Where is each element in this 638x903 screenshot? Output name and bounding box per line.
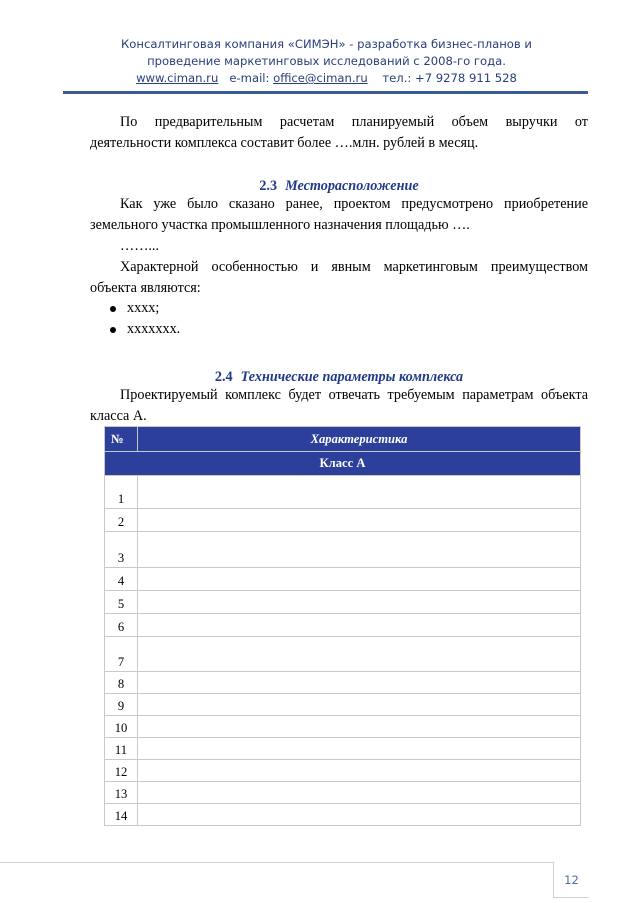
- document-header: [95, 36, 558, 87]
- list-item-text: хххх;: [127, 300, 160, 316]
- row-value: [138, 738, 581, 760]
- header-tagline: проведение маркетинговых исследований с 2008-го года.: [147, 54, 506, 68]
- table-row: [105, 568, 581, 591]
- row-number: 3: [105, 532, 138, 568]
- row-number: 9: [105, 694, 138, 716]
- row-value: [138, 637, 581, 672]
- table-row: [105, 532, 581, 568]
- row-value: [138, 694, 581, 716]
- row-number: 2: [105, 509, 138, 532]
- email-label: e-mail:: [229, 71, 270, 85]
- table-row: [105, 716, 581, 738]
- placeholder-text: ……...: [120, 238, 160, 254]
- row-number: 14: [105, 804, 138, 826]
- page-number: 12: [553, 862, 589, 898]
- row-number: 13: [105, 782, 138, 804]
- list-item-text: ххххххх.: [127, 321, 181, 337]
- list-item: [110, 298, 180, 319]
- table-row: [105, 804, 581, 826]
- row-number: 8: [105, 672, 138, 694]
- bullet-icon: [110, 306, 116, 312]
- bullet-icon: [110, 327, 116, 333]
- row-value: [138, 476, 581, 509]
- row-value: [138, 532, 581, 568]
- table-row: [105, 694, 581, 716]
- row-number: 1: [105, 476, 138, 509]
- row-number: 11: [105, 738, 138, 760]
- section-number: 2.4: [214, 369, 233, 385]
- table-row: [105, 782, 581, 804]
- table-row: [105, 614, 581, 637]
- table-row: [105, 509, 581, 532]
- row-value: [138, 672, 581, 694]
- row-value: [138, 509, 581, 532]
- section-heading-2-4: [90, 369, 588, 386]
- website-link[interactable]: www.ciman.ru: [136, 71, 219, 85]
- table-row: [105, 672, 581, 694]
- table-row: [105, 760, 581, 782]
- column-header-characteristic: Характеристика: [138, 427, 581, 452]
- header-contacts: [95, 70, 558, 87]
- row-value: [138, 782, 581, 804]
- column-header-number: №: [105, 427, 138, 452]
- row-value: [138, 614, 581, 637]
- row-value: [138, 568, 581, 591]
- section-heading-2-3: [90, 178, 588, 195]
- location-paragraph: Как уже было сказано ранее, проектом предусмотрено приобретение земельного участка промышленного назначения площадью ….: [90, 196, 588, 233]
- email-link[interactable]: office@ciman.ru: [273, 71, 368, 85]
- phone-text: тел.: +7 9278 911 528: [382, 71, 517, 85]
- footer-divider: [0, 862, 553, 863]
- section-number: 2.3: [259, 178, 278, 194]
- class-a-subheader: Класс А: [105, 452, 581, 476]
- parameters-paragraph: Проектируемый комплекс будет отвечать требуемым параметрам объекта класса А.: [90, 387, 588, 424]
- section-title: Технические параметры комплекса: [240, 369, 464, 385]
- advantages-list: [110, 298, 180, 340]
- table-row: [105, 738, 581, 760]
- row-value: [138, 716, 581, 738]
- revenue-paragraph: По предварительным расчетам планируемый объем выручки от деятельности комплекса составит более ….млн. рублей в месяц.: [90, 114, 588, 151]
- row-number: 5: [105, 591, 138, 614]
- row-number: 10: [105, 716, 138, 738]
- parameters-table: [104, 426, 581, 826]
- section-title: Месторасположение: [285, 178, 419, 194]
- row-value: [138, 804, 581, 826]
- row-number: 6: [105, 614, 138, 637]
- row-number: 7: [105, 637, 138, 672]
- row-number: 12: [105, 760, 138, 782]
- table-row: [105, 591, 581, 614]
- row-number: 4: [105, 568, 138, 591]
- table-row: [105, 637, 581, 672]
- header-company-line: Консалтинговая компания «СИМЭН» - разработка бизнес-планов и: [121, 37, 532, 51]
- list-item: [110, 319, 180, 340]
- row-value: [138, 591, 581, 614]
- row-value: [138, 760, 581, 782]
- header-divider: [63, 91, 588, 94]
- table-row: [105, 476, 581, 509]
- advantages-paragraph: Характерной особенностью и явным маркетинговым преимуществом объекта являются:: [90, 259, 588, 296]
